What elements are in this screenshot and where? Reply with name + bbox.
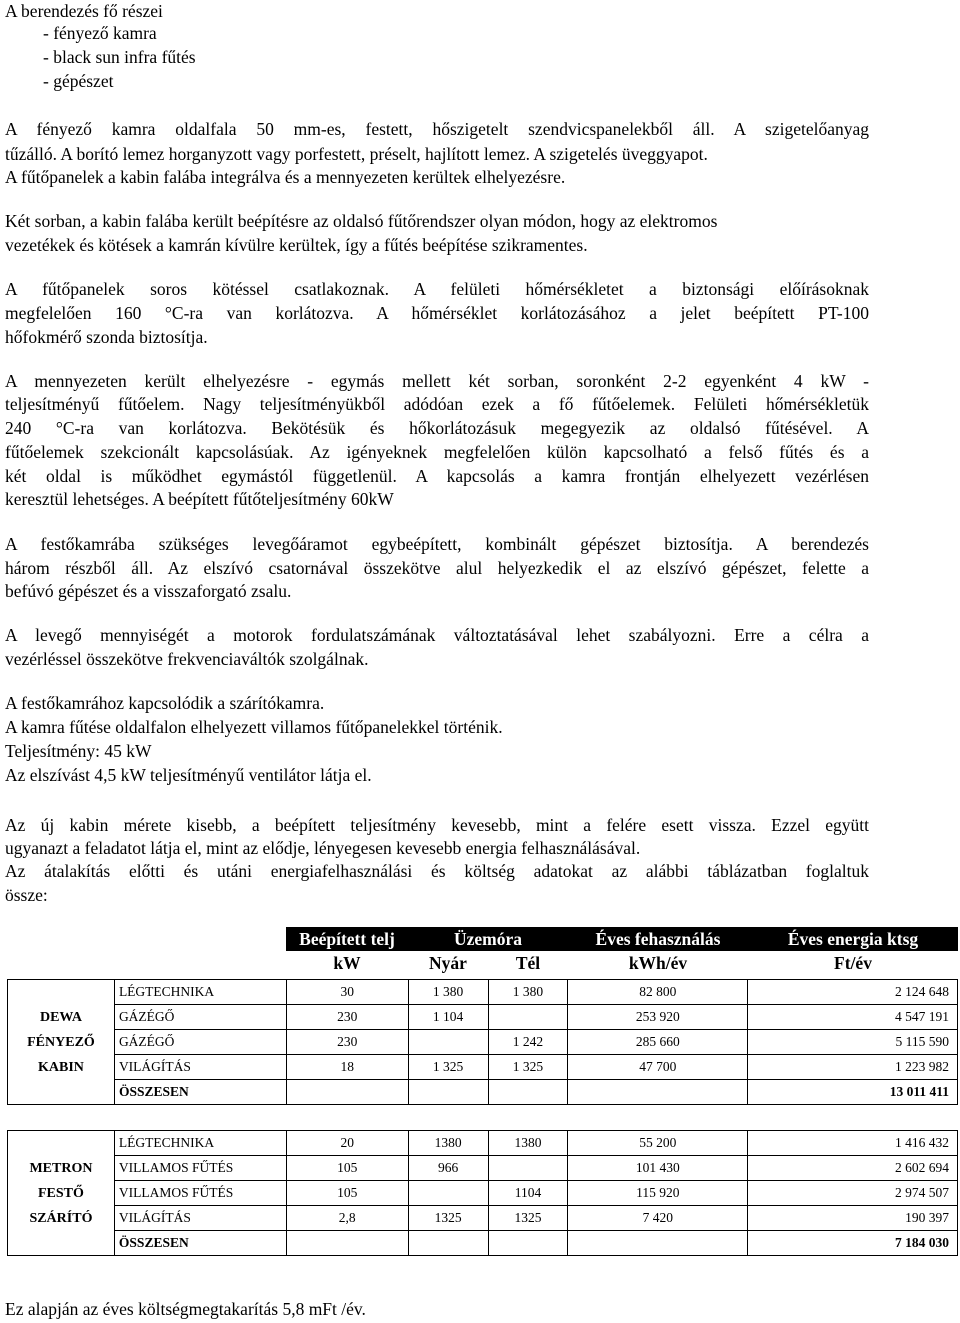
paragraph-line: össze: [5, 885, 48, 905]
section-heading: A berendezés fő részei [5, 1, 163, 21]
tel-cell: 1 325 [488, 1055, 568, 1080]
part-item: - black sun infra fűtés [43, 47, 196, 67]
nyar-cell [408, 1030, 488, 1055]
column-title: Éves fehasználás [568, 927, 748, 951]
paragraph-line: befúvó gépészet és a visszaforgató zsalu. [5, 581, 292, 601]
tel-cell: 1325 [488, 1206, 568, 1231]
metron-label-line: METRON [29, 1160, 93, 1176]
nyar-cell: 1325 [408, 1206, 488, 1231]
paragraph-line: megfelelően 160 °C-ra van korlátozva. A hőmérséklet korlátozásához a jelet beépített PT-100 [5, 303, 869, 323]
table-row [8, 1005, 958, 1030]
table-row [8, 1055, 958, 1080]
nyar-cell: 1 104 [408, 1005, 488, 1030]
kw-cell: 230 [286, 1005, 408, 1030]
total-row [8, 1231, 958, 1256]
tel-cell: 1380 [488, 1131, 568, 1156]
unit-label: Ft/év [834, 953, 872, 973]
paragraph-line: 240 °C-ra van korlátozva. Bekötésük és hőkorlátozásuk megegyezik az oldalsó fűtésével. A [5, 418, 869, 438]
paragraph-line: A fűtőpanelek soros kötéssel csatlakoznak. A felületi hőmérsékletet a biztonsági előírásoknak [5, 279, 869, 299]
unit-label: Tél [515, 953, 541, 973]
kwh-cell: 101 430 [568, 1156, 748, 1181]
ft-cell: 4 547 191 [748, 1005, 958, 1030]
paragraph-line: tűzálló. A borító lemez horganyzott vagy porfestett, préselt, hajlított lemez. A szigetelés üveggyapot. [5, 144, 708, 164]
row-name: VILÁGÍTÁS [114, 1206, 286, 1231]
paragraph-line: teljesítményű fűtőelem. Nagy teljesítményükből adódóan ezek a fő fűtőelemek. Felületi hőmérsékletük [5, 394, 869, 414]
paragraph-line: A kamra fűtése oldalfalon elhelyezett villamos fűtőpanelekkel történik. [5, 717, 503, 737]
paragraph-line: A fényező kamra oldalfala 50 mm-es, festett, hőszigetelt szendvicspanelekből áll. A szigetelőanyag [5, 119, 869, 139]
conclusion-text: Ez alapján az éves költségmegtakarítás 5,8 mFt /év. [5, 1299, 366, 1319]
kw-cell: 2,8 [286, 1206, 408, 1231]
column-title: Éves energia ktsg [748, 927, 958, 951]
dewa-table [7, 979, 958, 1105]
table-row [8, 1181, 958, 1206]
row-name: GÁZÉGŐ [114, 1005, 286, 1030]
kw-cell: 30 [286, 980, 408, 1005]
nyar-cell: 966 [408, 1156, 488, 1181]
ft-cell: 1 223 982 [748, 1055, 958, 1080]
nyar-cell: 1380 [408, 1131, 488, 1156]
column-title: Üzemóra [408, 927, 568, 951]
kw-cell: 18 [286, 1055, 408, 1080]
total-value: 13 011 411 [748, 1080, 958, 1105]
row-name: VILLAMOS FŰTÉS [114, 1156, 286, 1181]
dewa-label-line: FÉNYEZŐ [27, 1034, 95, 1050]
table-row [8, 980, 958, 1005]
paragraph-line: ugyanazt a feladatot látja el, mint az elődje, lényegesen kevesebb energia felhasználásával. [5, 838, 641, 858]
tel-cell: 1 380 [488, 980, 568, 1005]
row-name: LÉGTECHNIKA [114, 1131, 286, 1156]
paragraph-line: Az átalakítás előtti és utáni energiafelhasználási és költség adatokat az alábbi táblázatban foglaltuk [5, 861, 869, 881]
paragraph-line: hőfokmérő szonda biztosítja. [5, 327, 208, 347]
ft-cell: 5 115 590 [748, 1030, 958, 1055]
paragraph-line: vezetékek és kötések a kamrán kívülre kerültek, így a fűtés beépítése szikramentes. [5, 235, 588, 255]
kw-cell: 230 [286, 1030, 408, 1055]
kw-cell: 20 [286, 1131, 408, 1156]
kwh-cell: 7 420 [568, 1206, 748, 1231]
paragraph-line: A mennyezeten került elhelyezésre - egymás mellett két sorban, soronként 2-2 egyenként 4 kW - [5, 371, 869, 391]
kwh-cell: 115 920 [568, 1181, 748, 1206]
nyar-cell: 1 325 [408, 1055, 488, 1080]
paragraph-line: keresztül lehetséges. A beépített fűtőteljesítmény 60kW [5, 489, 394, 509]
kwh-cell: 285 660 [568, 1030, 748, 1055]
table-row [8, 1206, 958, 1231]
metron-label-line: SZÁRÍTÓ [29, 1210, 93, 1226]
nyar-cell: 1 380 [408, 980, 488, 1005]
dewa-label-line: KABIN [38, 1059, 84, 1075]
unit-label: kW [333, 953, 361, 973]
metron-table [7, 1130, 958, 1256]
tel-cell: 1104 [488, 1181, 568, 1206]
dewa-label-line: DEWA [39, 1009, 82, 1025]
table-row [8, 1156, 958, 1181]
table-row [8, 1131, 958, 1156]
row-name: VILLAMOS FŰTÉS [114, 1181, 286, 1206]
unit-label: Nyár [429, 953, 467, 973]
column-titles-row [286, 927, 958, 951]
total-label: ÖSSZESEN [114, 1231, 286, 1256]
kwh-cell: 253 920 [568, 1005, 748, 1030]
paragraph-line: Az új kabin mérete kisebb, a beépített teljesítmény kevesebb, mint a felére esett vissza. Ezzel együtt [5, 815, 869, 835]
table-header [286, 927, 958, 975]
kwh-cell: 47 700 [568, 1055, 748, 1080]
paragraph-line: fűtőelemek szekcionált kapcsolásúak. Az igényeknek megfelelően külön kapcsolható a felső fűtés és a [5, 442, 869, 462]
kw-cell: 105 [286, 1156, 408, 1181]
paragraph-line: A festőkamrához kapcsolódik a szárítókamra. [5, 693, 325, 713]
row-name: GÁZÉGŐ [114, 1030, 286, 1055]
metron-label-line: FESTŐ [38, 1185, 84, 1201]
nyar-cell [408, 1181, 488, 1206]
ft-cell: 2 124 648 [748, 980, 958, 1005]
units-row [286, 951, 958, 975]
ft-cell: 2 602 694 [748, 1156, 958, 1181]
total-label: ÖSSZESEN [114, 1080, 286, 1105]
row-name: LÉGTECHNIKA [114, 980, 286, 1005]
row-name: VILÁGÍTÁS [114, 1055, 286, 1080]
total-value: 7 184 030 [748, 1231, 958, 1256]
ft-cell: 1 416 432 [748, 1131, 958, 1156]
kwh-cell: 55 200 [568, 1131, 748, 1156]
paragraph-line: három részből áll. Az elszívó csatornával összekötve alul helyezkedik el az elszívó gépészet, felette a [5, 558, 869, 578]
ft-cell: 2 974 507 [748, 1181, 958, 1206]
table-row [8, 1030, 958, 1055]
paragraph-line: Az elszívást 4,5 kW teljesítményű ventilátor látja el. [5, 765, 372, 785]
ft-cell: 190 397 [748, 1206, 958, 1231]
total-row [8, 1080, 958, 1105]
column-title: Beépített telj [286, 927, 408, 951]
part-item: - fényező kamra [43, 23, 157, 43]
paragraph-line: A levegő mennyiségét a motorok fordulatszámának változtatásával lehet szabályozni. Erre a célra a [5, 625, 869, 645]
metron-label [8, 1131, 115, 1256]
tel-cell [488, 1156, 568, 1181]
tel-cell: 1 242 [488, 1030, 568, 1055]
paragraph-line: vezérléssel összekötve frekvenciaváltók szolgálnak. [5, 649, 369, 669]
paragraph-line: Két sorban, a kabin falába került beépítésre az oldalsó fűtőrendszer olyan módon, hogy az elektromos [5, 211, 718, 231]
paragraph-line: Teljesítmény: 45 kW [5, 741, 152, 761]
part-item: - gépészet [43, 71, 114, 91]
kwh-cell: 82 800 [568, 980, 748, 1005]
paragraph-line: A fűtőpanelek a kabin falába integrálva és a mennyezeten kerültek elhelyezésre. [5, 167, 566, 187]
kw-cell: 105 [286, 1181, 408, 1206]
dewa-label [8, 980, 115, 1105]
paragraph-line: két oldal is működhet egymástól függetlenül. A kapcsolás a kamra frontján elhelyezett vezérlésen [5, 466, 869, 486]
paragraph-line: A festőkamrába szükséges levegőáramot egybeépített, kombinált gépészet biztosítja. A berendezés [5, 534, 869, 554]
unit-label: kWh/év [628, 953, 688, 973]
tel-cell [488, 1005, 568, 1030]
